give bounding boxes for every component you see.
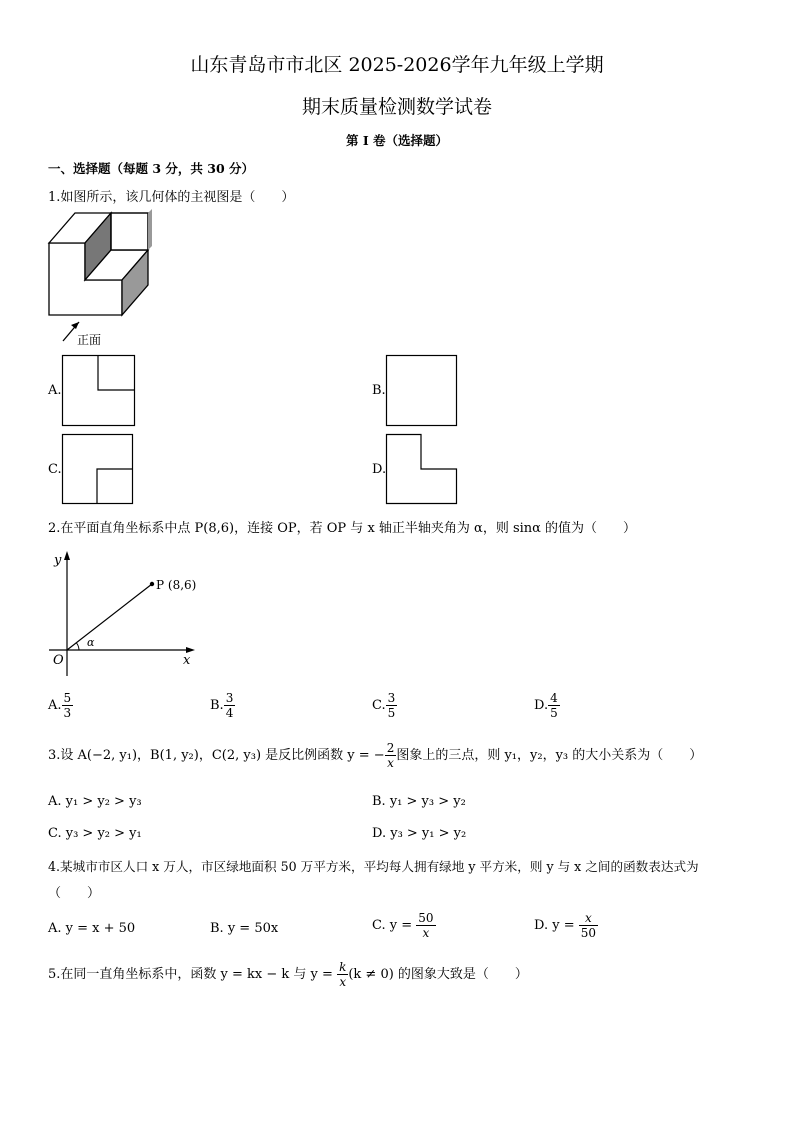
q1-option-a-figure (62, 355, 136, 427)
q4-option-d: D. y = $\frac{x}{50}$ (534, 911, 597, 940)
q1-option-b-figure (386, 355, 460, 427)
q2-option-c: C. $\frac{3}{5}$ (372, 691, 396, 720)
q1-front-label: 正面 (77, 333, 102, 347)
q1-option-d-figure (386, 434, 460, 506)
q4-stem-line1: 4.某城市市区人口 x 万人，市区绿地面积 50 万平方米，平均每人拥有绿地 y 平方米，则 y 与 x 之间的函数表达式为 (48, 859, 699, 874)
exam-title-line1: 山东青岛市市北区 2025-2026学年九年级上学期 (190, 54, 604, 76)
q4-stem-line2: （ ） (48, 886, 101, 901)
q1-option-c-figure (62, 434, 136, 506)
q2-angle-label: α (87, 636, 95, 649)
section-heading: 一、选择题（每题 3 分，共 30 分） (48, 161, 255, 176)
q3-option-a: A. y₁ > y₂ > y₃ (48, 794, 142, 809)
volume-label: 第 I 卷（选择题） (345, 133, 449, 148)
q2-point-label: P (8,6) (156, 578, 197, 592)
q2-coordinate-graph (45, 548, 205, 678)
q4-option-b: B. y = 50x (210, 921, 279, 936)
q2-x-axis-label: x (183, 653, 191, 668)
q1-option-c-label: C. (48, 462, 62, 477)
q2-stem: 2.在平面直角坐标系中点 P(8,6)，连接 OP，若 OP 与 x 轴正半轴夹角为 α，则 sinα 的值为（ ） (48, 521, 637, 536)
q3-option-c: C. y₃ > y₂ > y₁ (48, 826, 142, 841)
q3-stem: 3.设 A(−2, y₁)，B(1, y₂)，C(2, y₃) 是反比例函数 y = − $\frac{2}{x}$ 图象上的三点，则 y₁，y₂，y₃ 的大小关系为（ ） (48, 741, 703, 770)
q1-option-a-label: A. (48, 383, 62, 398)
q3-option-d: D. y₃ > y₁ > y₂ (372, 826, 467, 841)
exam-title-line2: 期末质量检测数学试卷 (301, 96, 492, 118)
q4-option-c: C. y = $\frac{50}{x}$ (372, 911, 434, 940)
q4-option-a: A. y = x + 50 (48, 921, 136, 936)
q1-option-d-label: D. (372, 462, 387, 477)
q2-option-a: A. $\frac{5}{3}$ (48, 691, 72, 720)
q5-stem: 5.在同一直角坐标系中，函数 y = kx − k 与 y = $\frac{k}{x}$ (k ≠ 0) 的图象大致是（ ） (48, 960, 528, 989)
q2-y-axis-label: y (54, 553, 62, 568)
q1-option-b-label: B. (372, 383, 386, 398)
q1-stem: 1.如图所示，该几何体的主视图是（ ） (48, 190, 295, 205)
q2-option-b: B. $\frac{3}{4}$ (210, 691, 234, 720)
q2-option-d: D. $\frac{4}{5}$ (534, 691, 558, 720)
q3-option-b: B. y₁ > y₃ > y₂ (372, 794, 466, 809)
q2-origin-label: O (53, 653, 64, 668)
